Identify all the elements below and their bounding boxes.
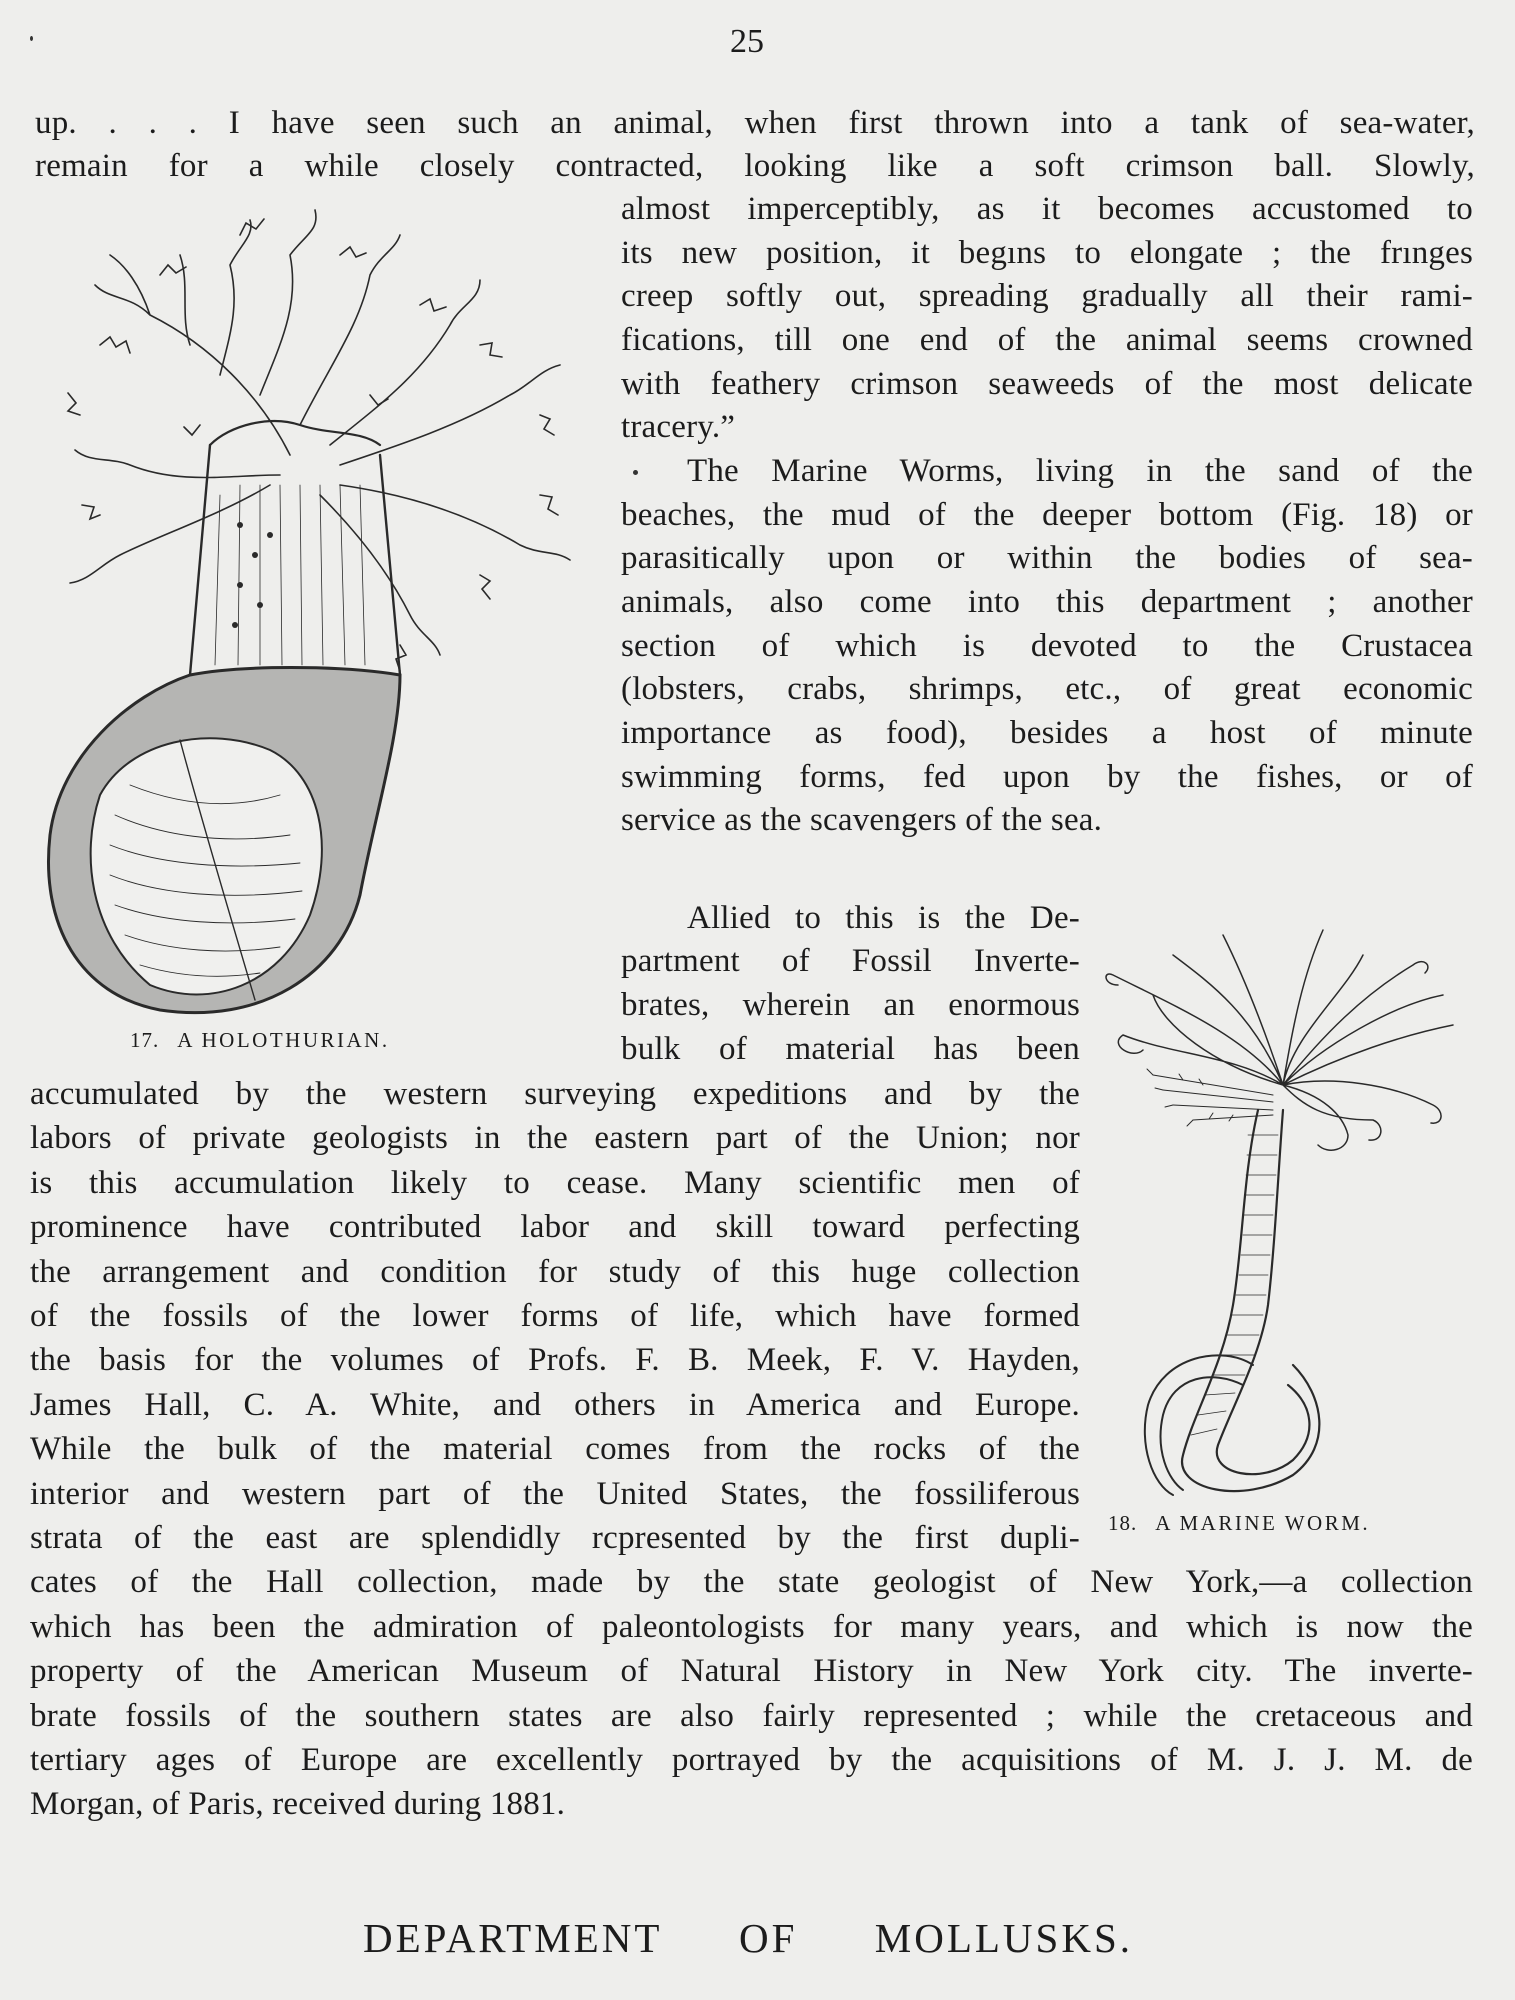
text-line: tracery.”: [621, 409, 736, 445]
text-line: James Hall, C. A. White, and others in America and Europe.: [30, 1387, 1080, 1423]
section-heading: DEPARTMENT OF MOLLUSKS.: [363, 1915, 1133, 1961]
text-line: tertiary ages of Europe are excellently portrayed by the acquisitions of M. J. J. M. de: [30, 1742, 1473, 1778]
text-line: creep softly out, spreading gradually all their rami-: [621, 278, 1473, 314]
text-line: the arrangement and condition for study of this huge collection: [30, 1254, 1080, 1290]
text-line: strata of the east are splendidly rcpresented by the first dupli-: [30, 1520, 1080, 1556]
text-line: prominence have contributed labor and skill toward perfecting: [30, 1209, 1080, 1245]
text-line: parasitically upon or within the bodies of sea-: [621, 540, 1473, 576]
text-line: While the bulk of the material comes from the rocks of the: [30, 1431, 1080, 1467]
text-line: brates, wherein an enormous: [621, 987, 1080, 1023]
text-line: accumulated by the western surveying expeditions and by the: [30, 1076, 1080, 1112]
page-number: 25: [730, 23, 764, 60]
text-line: of the fossils of the lower forms of life, which have formed: [30, 1298, 1080, 1334]
text-line: The Marine Worms, living in the sand of the: [687, 453, 1473, 489]
text-line: bulk of material has been: [621, 1031, 1080, 1067]
text-line: property of the American Museum of Natural History in New York city. The inverte-: [30, 1653, 1473, 1689]
figure-17-title: A HOLOTHURIAN.: [177, 1028, 390, 1052]
text-line: remain for a while closely contracted, looking like a soft crimson ball. Slowly,: [35, 148, 1475, 184]
text-line: importance as food), besides a host of minute: [621, 715, 1473, 751]
text-line: Allied to this is the De-: [687, 900, 1080, 936]
figure-18-caption: [1108, 1510, 1370, 1536]
text-line: partment of Fossil Inverte-: [621, 943, 1080, 979]
text-line: service as the scavengers of the sea.: [621, 802, 1103, 838]
text-line: cates of the Hall collection, made by the state geologist of New York,—a collection: [30, 1564, 1473, 1600]
text-line: labors of private geologists in the eastern part of the Union; nor: [30, 1120, 1080, 1156]
text-line: up. . . . I have seen such an animal, when first thrown into a tank of sea-water,: [35, 105, 1475, 141]
holothurian-illustration: [40, 195, 600, 1015]
ink-speck: [633, 470, 638, 475]
text-line: its new position, it begıns to elongate ; the frınges: [621, 235, 1473, 271]
marine-worm-illustration: [1093, 915, 1478, 1505]
figure-18-title: A MARINE WORM.: [1155, 1511, 1371, 1535]
text-line: section of which is devoted to the Crustacea: [621, 628, 1473, 664]
figure-18-number: 18.: [1108, 1511, 1138, 1535]
text-line: beaches, the mud of the deeper bottom (Fig. 18) or: [621, 497, 1473, 533]
text-line: swimming forms, fed upon by the fishes, or of: [621, 759, 1473, 795]
text-line: brate fossils of the southern states are also fairly represented ; while the cretaceous and: [30, 1698, 1473, 1734]
text-line: which has been the admiration of paleontologists for many years, and which is now the: [30, 1609, 1473, 1645]
text-line: interior and western part of the United States, the fossiliferous: [30, 1476, 1080, 1512]
text-line: the basis for the volumes of Profs. F. B. Meek, F. V. Hayden,: [30, 1342, 1080, 1378]
text-line: is this accumulation likely to cease. Many scientific men of: [30, 1165, 1080, 1201]
text-line: (lobsters, crabs, shrimps, etc., of great economic: [621, 671, 1473, 707]
text-line: fications, till one end of the animal seems crowned: [621, 322, 1473, 358]
text-line: Morgan, of Paris, received during 1881.: [30, 1786, 566, 1822]
text-line: almost imperceptibly, as it becomes accustomed to: [621, 191, 1473, 227]
text-line: animals, also come into this department ; another: [621, 584, 1473, 620]
text-line: with feathery crimson seaweeds of the most delicate: [621, 366, 1473, 402]
figure-17-number: 17.: [130, 1028, 160, 1052]
figure-17-caption: [130, 1027, 390, 1053]
ink-speck: [30, 36, 33, 41]
